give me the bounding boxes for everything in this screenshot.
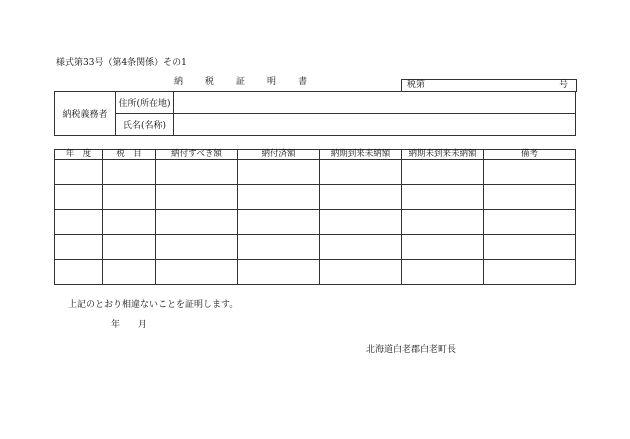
header-tax-item: 税 目 [103,150,156,160]
table-cell[interactable] [55,210,103,235]
header-amount-paid: 納付済額 [238,150,320,160]
table-cell[interactable] [484,235,576,260]
header-fiscal-year: 年 度 [55,150,103,160]
certificate-number-prefix: 税第 [407,80,426,90]
table-cell[interactable] [103,185,156,210]
table-cell[interactable] [320,185,402,210]
table-cell[interactable] [156,160,238,185]
table-cell[interactable] [55,235,103,260]
table-row [55,235,576,260]
certificate-number-suffix: 号 [558,80,568,90]
table-cell[interactable] [484,185,576,210]
date-month-label: 月 [138,320,148,330]
header-remarks: 備考 [484,150,576,160]
name-field[interactable] [174,114,576,136]
document-title [174,74,307,87]
header-amount-due: 納付すべき額 [156,150,238,160]
table-cell[interactable] [320,235,402,260]
table-cell[interactable] [55,260,103,285]
issue-date [111,317,165,330]
table-cell[interactable] [103,210,156,235]
table-cell[interactable] [156,260,238,285]
table-cell[interactable] [402,235,484,260]
table-cell[interactable] [238,235,320,260]
table-cell[interactable] [103,235,156,260]
taxpayer-label: 納税義務者 [55,92,116,136]
table-row [55,210,576,235]
header-not-yet-due-unpaid: 納期未到来未納額 [402,150,484,160]
table-row [55,260,576,285]
table-header-row [55,150,576,160]
table-cell[interactable] [320,260,402,285]
table-cell[interactable] [484,260,576,285]
table-cell[interactable] [484,160,576,185]
table-row [55,160,576,185]
table-cell[interactable] [402,210,484,235]
address-field[interactable] [174,92,576,114]
table-cell[interactable] [238,260,320,285]
table-cell[interactable] [238,185,320,210]
issuer-name: 北海道白老郡白老町長 [366,345,457,355]
title-char: 明 [267,77,277,87]
address-label: 住所(所在地) [116,92,174,114]
title-char: 納 [174,77,184,87]
header-overdue-unpaid: 納期到来未納額 [320,150,402,160]
table-cell[interactable] [238,210,320,235]
date-year-label: 年 [111,320,121,330]
table-cell[interactable] [402,185,484,210]
title-char: 証 [236,77,246,87]
name-label: 氏名(名称) [116,114,174,136]
table-cell[interactable] [103,260,156,285]
table-cell[interactable] [55,185,103,210]
table-cell[interactable] [320,210,402,235]
table-cell[interactable] [156,235,238,260]
tax-detail-table [54,149,576,285]
table-cell[interactable] [320,160,402,185]
table-row [55,185,576,210]
title-char: 税 [205,77,215,87]
table-cell[interactable] [103,160,156,185]
table-cell[interactable] [402,260,484,285]
taxpayer-table [54,91,576,136]
table-cell[interactable] [156,210,238,235]
table-cell[interactable] [484,210,576,235]
certification-statement: 上記のとおり相違ないことを証明します。 [68,300,239,310]
table-cell[interactable] [238,160,320,185]
table-cell[interactable] [55,160,103,185]
table-cell[interactable] [402,160,484,185]
form-number: 様式第33号（第4条関係）その1 [56,58,187,68]
table-cell[interactable] [156,185,238,210]
title-char: 書 [298,77,308,87]
